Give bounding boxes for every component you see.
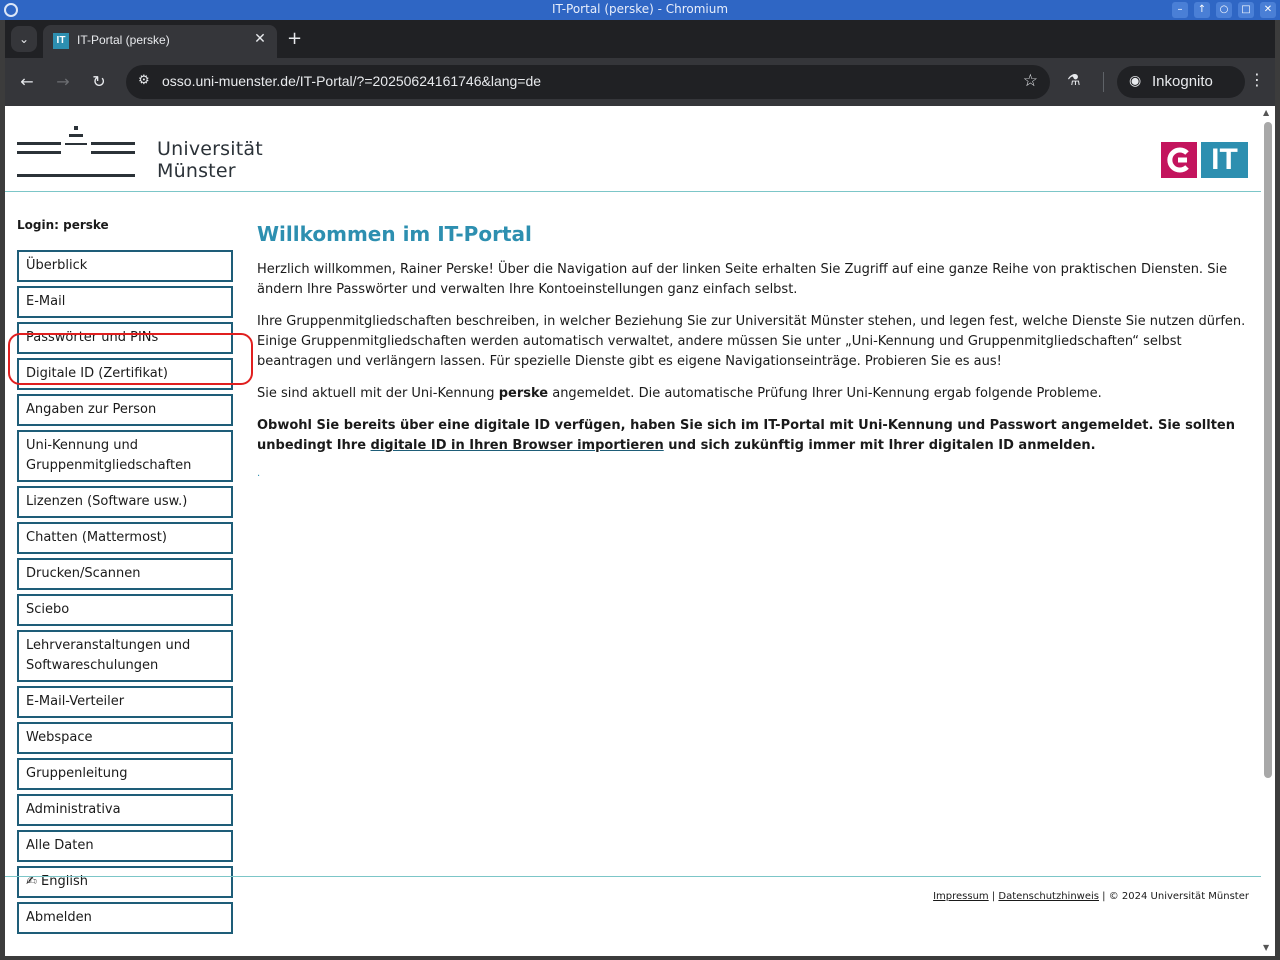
address-bar[interactable]	[126, 65, 1050, 99]
url-text[interactable]: osso.uni-muenster.de/IT-Portal/?=20250624161746&lang=de	[162, 73, 542, 89]
warning-text-after: und sich zukünftig immer mit Ihrer digitalen ID anmelden.	[663, 438, 1096, 453]
main-content	[257, 222, 1249, 479]
university-logo[interactable]	[17, 118, 263, 182]
login-label: Login: perske	[17, 218, 109, 232]
sidebar-item-webspace[interactable]: Webspace	[17, 722, 233, 754]
site-header	[5, 106, 1261, 192]
groups-paragraph: Ihre Gruppenmitgliedschaften beschreiben, in welcher Beziehung Sie zur Universität Münster stehen, und legen fest, welche Dienste Sie nutzen dürfen. Einige Gruppenmitgliedschaften werden automatisch verwaltet, andere müssen Sie unter „Uni-Kennung und Gruppenmitgliedschaften“ selbst beantragen und verlängern lassen. Für spezielle Dienste gibt es eigene Navigationseinträge. Probieren Sie es aus!	[257, 314, 1246, 369]
sidebar-item-email[interactable]: E-Mail	[17, 286, 233, 318]
forward-icon[interactable]: →	[56, 72, 70, 91]
page-viewport	[5, 106, 1275, 956]
site-info-icon[interactable]: ⚙	[138, 73, 150, 88]
login-status-text-before: Sie sind aktuell mit der Uni-Kennung	[257, 386, 499, 401]
login-status-user: perske	[498, 386, 549, 401]
tab-strip	[5, 20, 1275, 58]
maximize-icon[interactable]: □	[1238, 2, 1254, 18]
impressum-link[interactable]: Impressum	[933, 891, 989, 902]
it-logo-mark-icon	[1161, 142, 1197, 178]
scroll-down-icon[interactable]: ▼	[1263, 943, 1270, 952]
login-status-text-after: angemeldet. Die automatische Prüfung Ihrer Uni-Kennung ergab folgende Probleme.	[548, 386, 1102, 401]
scroll-up-icon[interactable]: ▲	[1263, 108, 1270, 117]
university-name	[157, 138, 263, 182]
reload-icon[interactable]: ↻	[92, 72, 106, 91]
browser-toolbar	[5, 58, 1275, 106]
close-icon[interactable]: ✕	[254, 31, 266, 47]
sidebar-item-lehrveranstaltungen[interactable]: Lehrveranstaltungen und Softwareschulungen	[17, 630, 233, 682]
sidebar-item-english[interactable]: ✍ English	[17, 866, 233, 898]
warning-paragraph	[257, 416, 1249, 456]
footer-separator: |	[988, 891, 999, 902]
sidebar-item-drucken[interactable]: Drucken/Scannen	[17, 558, 233, 590]
sidebar-item-sciebo[interactable]: Sciebo	[17, 594, 233, 626]
toolbar-divider	[1103, 72, 1104, 92]
university-emblem-icon	[17, 118, 147, 182]
it-logo[interactable]	[1161, 142, 1249, 178]
minimize-icon[interactable]: –	[1172, 2, 1188, 18]
sidebar-nav	[17, 218, 233, 938]
bookmark-star-icon[interactable]: ☆	[1022, 71, 1038, 91]
university-name-line1: Universität	[157, 138, 263, 160]
close-window-icon[interactable]: ✕	[1260, 2, 1276, 18]
sidebar-item-uni-kennung[interactable]: Uni-Kennung und Gruppenmitgliedschaften	[17, 430, 233, 482]
import-digital-id-link[interactable]: digitale ID in Ihren Browser importieren	[370, 438, 664, 453]
incognito-icon: ◉	[1129, 73, 1142, 89]
window-controls	[1172, 2, 1276, 18]
sidebar-item-alle-daten[interactable]: Alle Daten	[17, 830, 233, 862]
sidebar-item-email-verteiler[interactable]: E-Mail-Verteiler	[17, 686, 233, 718]
trailing-dot: .	[257, 468, 261, 479]
sticky-icon[interactable]: ○	[1216, 2, 1232, 18]
scrollbar-thumb[interactable]	[1264, 122, 1272, 778]
incognito-button[interactable]	[1117, 66, 1245, 98]
sidebar-item-chatten[interactable]: Chatten (Mattermost)	[17, 522, 233, 554]
kebab-menu-icon[interactable]: ⋮	[1249, 70, 1265, 89]
sidebar-item-ueberblick[interactable]: Überblick	[17, 250, 233, 282]
sidebar-item-lizenzen[interactable]: Lizenzen (Software usw.)	[17, 486, 233, 518]
sidebar-item-angaben-person[interactable]: Angaben zur Person	[17, 394, 233, 426]
sidebar-item-abmelden[interactable]: Abmelden	[17, 902, 233, 934]
sidebar-item-digitale-id[interactable]: Digitale ID (Zertifikat)	[17, 358, 233, 390]
sidebar-item-administrativa[interactable]: Administrativa	[17, 794, 233, 826]
university-name-line2: Münster	[157, 160, 236, 182]
sidebar-item-passwoerter[interactable]: Passwörter und PINs	[17, 322, 233, 354]
sidebar-item-gruppenleitung[interactable]: Gruppenleitung	[17, 758, 233, 790]
warning-text-before: Obwohl Sie bereits über eine digitale ID verfügen, haben Sie sich im IT-Portal mit Uni-Kennung und Passwort angemeldet. Sie sollten unbedingt Ihre	[257, 418, 1235, 453]
incognito-label: Inkognito	[1152, 73, 1213, 90]
footer-text	[933, 891, 1249, 902]
chevron-down-icon: ⌄	[18, 32, 30, 46]
page-scrollbar[interactable]	[1261, 106, 1275, 956]
tab-it-portal[interactable]	[43, 25, 277, 58]
login-status-paragraph	[257, 384, 1249, 404]
keep-above-icon[interactable]: ↑	[1194, 2, 1210, 18]
new-tab-icon[interactable]: +	[287, 28, 303, 49]
browser-chrome	[5, 20, 1275, 106]
datenschutz-link[interactable]: Datenschutzhinweis	[998, 891, 1099, 902]
page-title: Willkommen im IT-Portal	[257, 222, 532, 246]
footer-copyright: | © 2024 Universität Münster	[1099, 891, 1249, 902]
window-title: IT-Portal (perske) - Chromium	[551, 2, 729, 16]
tab-favicon-icon: IT	[53, 33, 69, 49]
tab-search-button[interactable]	[11, 26, 37, 52]
os-titlebar	[0, 0, 1280, 20]
it-logo-text: IT	[1201, 142, 1248, 178]
back-icon[interactable]: ←	[20, 72, 34, 91]
tab-title: IT-Portal (perske)	[77, 33, 170, 47]
intro-paragraph: Herzlich willkommen, Rainer Perske! Über die Navigation auf der linken Seite erhalten Sie Zugriff auf eine ganze Reihe von praktischen Diensten. Sie ändern Ihre Passwörter und verwalten Ihre Kontoeinstellungen ganz einfach selbst.	[257, 262, 1228, 297]
labs-flask-icon[interactable]: ⚗	[1067, 71, 1081, 89]
